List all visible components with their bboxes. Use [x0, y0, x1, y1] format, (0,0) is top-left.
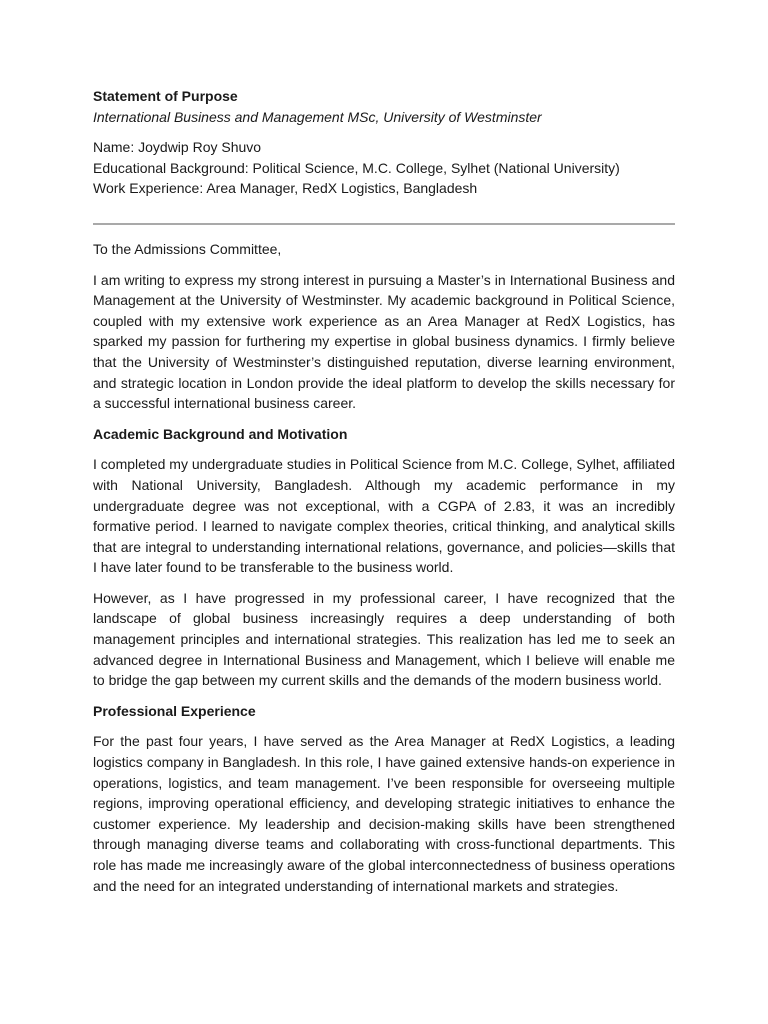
document-page [93, 86, 675, 906]
work-experience: Work Experience: Area Manager, RedX Logistics, Bangladesh [93, 180, 478, 197]
academic-paragraph-2: However, as I have progressed in my professional career, I have recognized that the landscape of global business increasingly requires a deep understanding of both management principles and international strategies. This realization has led me to seek an advanced degree in International Business and Management, which I believe will enable me to bridge the gap between my current skills and the demands of the modern business world. [93, 589, 675, 689]
academic-paragraph-1: I completed my undergraduate studies in Political Science from M.C. College, Sylhet, affiliated with National University, Bangladesh. Although my academic performance in my undergraduate degree was not exceptional, with a CGPA of 2.83, it was an incredibly formative period. I learned to navigate complex theories, critical thinking, and analytical skills that are integral to understanding international relations, governance, and policies—skills that I have later found to be transferable to the business world. [93, 456, 675, 576]
salutation: To the Admissions Committee, [93, 240, 282, 257]
applicant-name: Name: Joydwip Roy Shuvo [93, 139, 262, 156]
educational-background: Educational Background: Political Science, M.C. College, Sylhet (National University) [93, 159, 620, 176]
intro-paragraph: I am writing to express my strong interest in pursuing a Master’s in International Business and Management at the University of Westminster. My academic background in Political Science, coupled with my extensive work experience as an Area Manager at RedX Logistics, has sparked my passion for furthering my expertise in global business dynamics. I firmly believe that the University of Westminster’s distinguished reputation, diverse learning environment, and strategic location in London provide the ideal platform to develop the skills necessary for a successful international business career. [93, 271, 675, 412]
program-subtitle: International Business and Management MSc, University of Westminster [93, 108, 542, 125]
applicant-details [93, 137, 675, 199]
horizontal-divider [93, 223, 675, 225]
professional-paragraph-1: For the past four years, I have served as the Area Manager at RedX Logistics, a leading logistics company in Bangladesh. In this role, I have gained extensive hands-on experience in operations, logistics, and team management. I’ve been responsible for overseeing multiple regions, improving operational efficiency, and developing strategic initiatives to enhance the customer experience. My leadership and decision-making skills have been strengthened through managing diverse teams and collaborating with cross-functional departments. This role has made me increasingly aware of the global interconnectedness of business operations and the need for an integrated understanding of international markets and strategies. [93, 733, 675, 894]
section-heading-academic: Academic Background and Motivation [93, 425, 348, 442]
document-title: Statement of Purpose [93, 88, 238, 104]
section-heading-professional: Professional Experience [93, 702, 256, 719]
